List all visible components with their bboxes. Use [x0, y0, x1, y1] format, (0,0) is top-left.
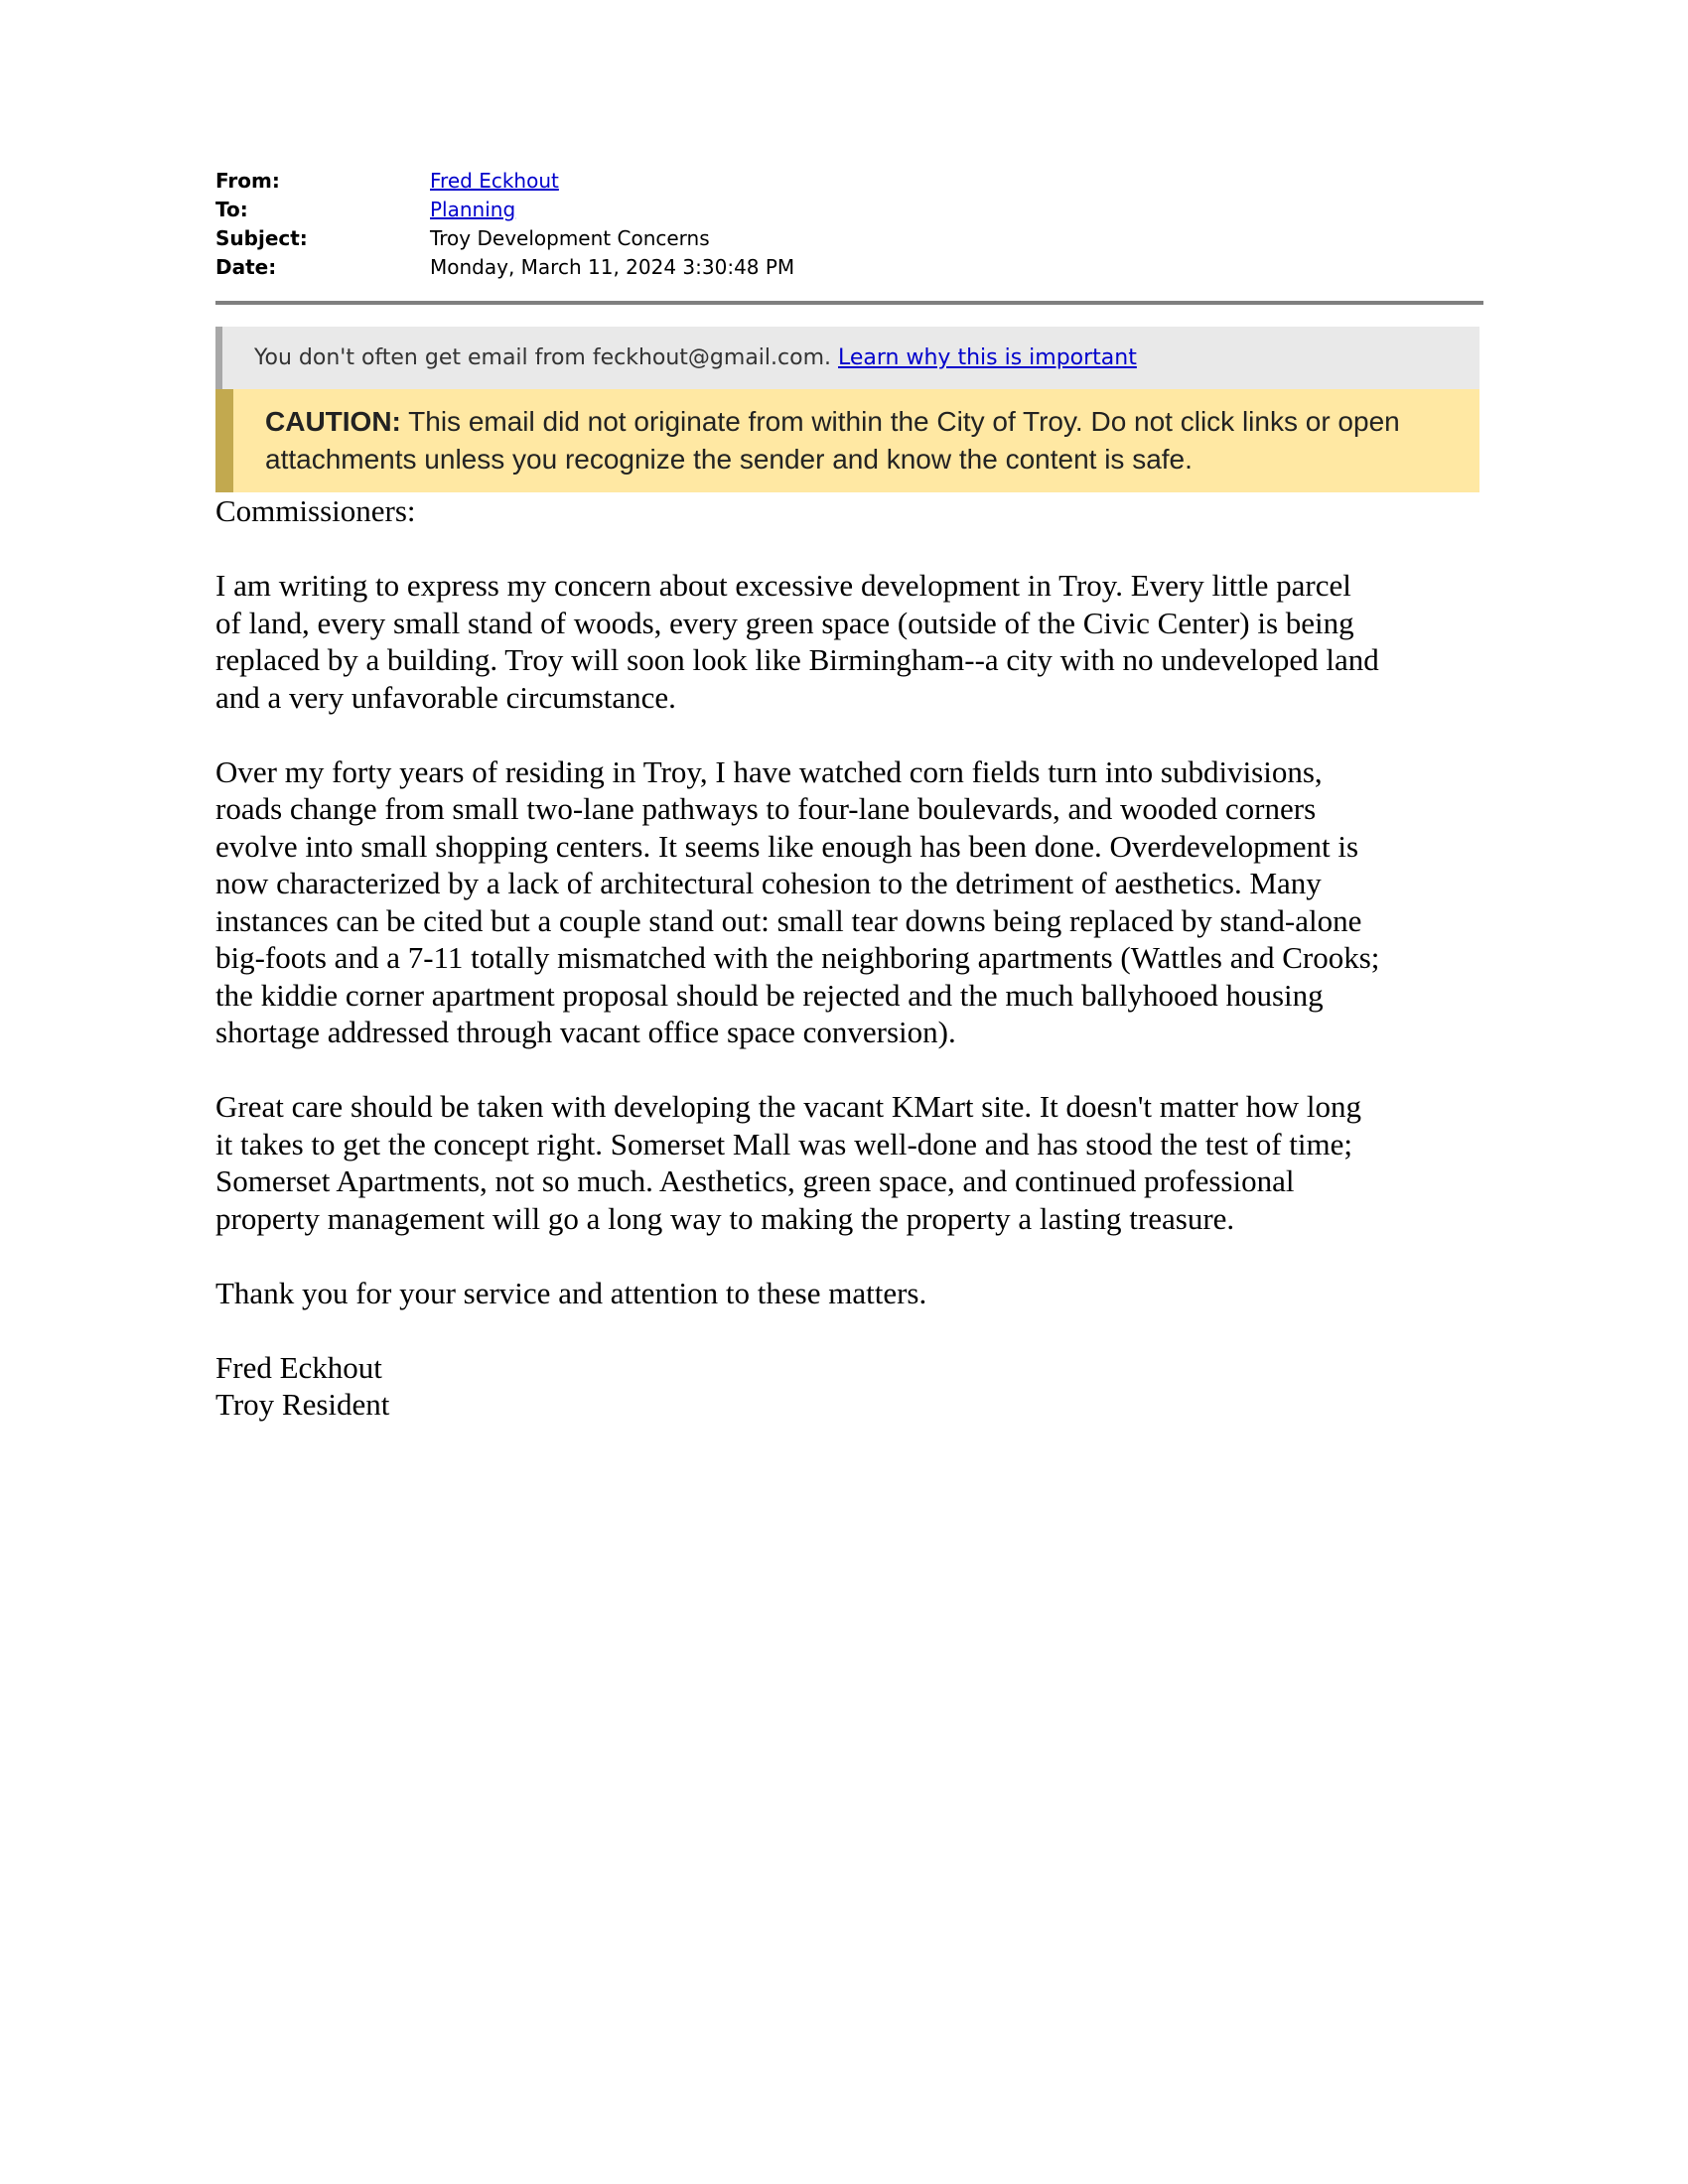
email-body — [215, 492, 1506, 1424]
header-row-to — [215, 196, 1477, 224]
header-row-subject — [215, 224, 1477, 253]
email-paragraph-2: Over my forty years of residing in Troy, I have watched corn fields turn into subdivisions, roads change from small two-lane pathways to four-lane boulevards, and wooded corners evolve into small shopping centers. It seems like enough has been done. Overdevelopment is now characterized by a lack of architectural cohesion to the detriment of aesthetics. Many instances can be cited but a couple stand out: small tear downs being replaced by stand-alone big-foots and a 7-11 totally mismatched with the neighboring apartments (Wattles and Crooks; the kiddie corner apartment proposal should be rejected and the much ballyhooed housing shortage addressed through vacant office space conversion). — [215, 753, 1380, 1049]
caution-label: CAUTION: — [265, 406, 401, 437]
sender-notice-banner — [215, 327, 1479, 389]
subject-value: Troy Development Concerns — [430, 226, 710, 250]
learn-why-link[interactable]: Learn why this is important — [838, 345, 1137, 370]
email-header — [215, 167, 1477, 282]
header-row-from — [215, 167, 1477, 196]
date-label: Date: — [215, 255, 277, 279]
subject-label: Subject: — [215, 226, 308, 250]
signature-title: Troy Resident — [215, 1387, 390, 1422]
header-divider — [215, 301, 1483, 305]
signature-name: Fred Eckhout — [215, 1349, 382, 1385]
from-label: From: — [215, 169, 280, 193]
email-greeting: Commissioners: — [215, 493, 416, 528]
caution-banner — [215, 389, 1479, 492]
email-paragraph-1: I am writing to express my concern about excessive development in Troy. Every little parcel of land, every small stand of woods, every green space (outside of the Civic Center) is being replaced by a building. Troy will soon look like Birmingham--a city with no undeveloped land and a very unfavorable circumstance. — [215, 568, 1379, 715]
to-label: To: — [215, 198, 248, 221]
email-paragraph-3: Great care should be taken with developing the vacant KMart site. It doesn't matter how long it takes to get the concept right. Somerset Mall was well-done and has stood the test of time; Somerset Apartments, not so much. Aesthetics, green space, and continued professional property management will go a long way to making the property a lasting treasure. — [215, 1089, 1361, 1236]
email-closing: Thank you for your service and attention to these matters. — [215, 1275, 927, 1310]
date-value: Monday, March 11, 2024 3:30:48 PM — [430, 255, 795, 279]
from-link[interactable]: Fred Eckhout — [430, 169, 559, 193]
to-link[interactable]: Planning — [430, 198, 516, 221]
caution-text: This email did not originate from within the City of Troy. Do not click links or open attachments unless you recognize the sender and know the content is safe. — [265, 406, 1400, 475]
header-row-date — [215, 253, 1477, 282]
sender-notice-text: You don't often get email from feckhout@gmail.com. — [254, 345, 832, 370]
